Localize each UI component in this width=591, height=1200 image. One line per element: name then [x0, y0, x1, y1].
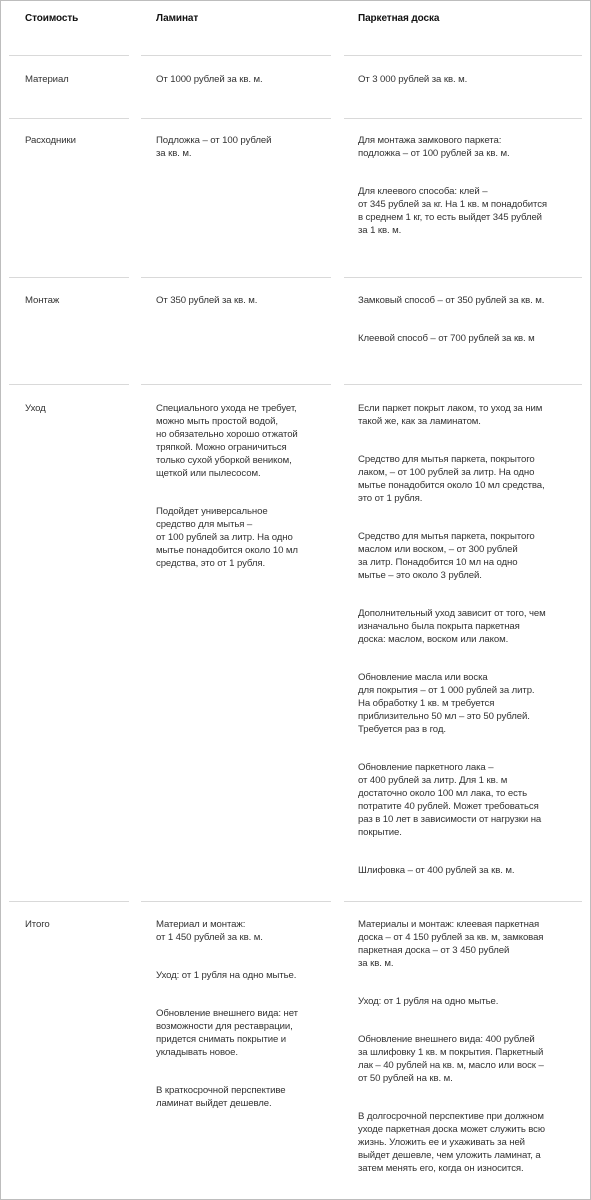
paragraph — [156, 1007, 298, 1059]
text-line: такой же, как за ламинатом. — [358, 416, 481, 427]
text-line: От 1000 рублей за кв. м. — [156, 74, 263, 85]
row-divider — [141, 384, 331, 385]
paragraph — [156, 294, 257, 307]
paragraph — [358, 73, 467, 86]
text-line: покрытие. — [358, 827, 402, 838]
cell-care-parquet — [358, 402, 546, 877]
text-line: Обновление внешнего вида: 400 рублей — [358, 1034, 535, 1045]
row-divider — [344, 901, 582, 902]
row-label-total: Итого — [25, 919, 50, 930]
text-line: тряпкой. Можно ограничиться — [156, 442, 287, 453]
text-line: На обработку 1 кв. м требуется — [358, 698, 495, 709]
text-line: маслом или воском, – от 300 рублей — [358, 544, 518, 555]
text-line: от 100 рублей за литр. На одно — [156, 532, 293, 543]
text-line: от 50 рублей на кв. м. — [358, 1073, 453, 1084]
text-line: Уход: от 1 рубля на одно мытье. — [156, 970, 297, 981]
text-line: Обновление паркетного лака – — [358, 762, 494, 773]
text-line: мытье понадобится около 10 мл средства, — [358, 480, 545, 491]
text-line: это от 1 рубля. — [358, 493, 423, 504]
text-line: лаком, – от 100 рублей за литр. На одно — [358, 467, 535, 478]
row-divider — [9, 55, 129, 56]
cell-consumables-laminate — [156, 134, 271, 160]
text-line: Замковый способ – от 350 рублей за кв. м. — [358, 295, 545, 306]
text-line: потратите 40 рублей. Может требоваться — [358, 801, 539, 812]
cell-total-laminate — [156, 918, 298, 1110]
text-line: за шлифовку 1 кв. м покрытия. Паркетный — [358, 1047, 544, 1058]
text-line: Обновление внешнего вида: нет — [156, 1008, 298, 1019]
text-line: подложка – от 100 рублей за кв. м. — [358, 148, 510, 159]
text-line: Специального ухода не требует, — [156, 403, 297, 414]
row-label-care: Уход — [25, 403, 46, 414]
paragraph — [358, 294, 544, 307]
text-line: Если паркет покрыт лаком, то уход за ним — [358, 403, 543, 414]
row-divider — [9, 277, 129, 278]
paragraph — [358, 185, 547, 237]
text-line: можно мыть простой водой, — [156, 416, 278, 427]
text-line: ламинат выйдет дешевле. — [156, 1098, 272, 1109]
text-line: Требуется раз в год. — [358, 724, 446, 735]
text-line: лак – 40 рублей на кв. м, масло или воск – — [358, 1060, 544, 1071]
row-divider — [344, 384, 582, 385]
header-parquet: Паркетная доска — [358, 13, 440, 24]
header-cost: Стоимость — [25, 13, 79, 24]
text-line: изначально была покрыта паркетная — [358, 621, 520, 632]
row-divider — [344, 55, 582, 56]
paragraph — [358, 918, 545, 970]
paragraph — [358, 530, 546, 582]
text-line: за 1 кв. м. — [358, 225, 402, 236]
text-line: доска: маслом, воском или лаком. — [358, 634, 509, 645]
text-line: Для монтажа замкового паркета: — [358, 135, 502, 146]
paragraph — [358, 134, 547, 160]
text-line: Шлифовка – от 400 рублей за кв. м. — [358, 865, 515, 876]
header-laminate: Ламинат — [156, 13, 199, 24]
text-line: укладывать новое. — [156, 1047, 238, 1058]
text-line: только сухой уборкой веником, — [156, 455, 292, 466]
text-line: для покрытия – от 1 000 рублей за литр. — [358, 685, 535, 696]
text-line: за кв. м. — [358, 958, 394, 969]
row-divider — [141, 118, 331, 119]
text-line: Средство для мытья паркета, покрытого — [358, 454, 535, 465]
row-label-material: Материал — [25, 74, 69, 85]
text-line: возможности для реставрации, — [156, 1021, 293, 1032]
paragraph — [358, 864, 546, 877]
row-divider — [9, 118, 129, 119]
paragraph — [156, 969, 298, 982]
cell-material-laminate — [156, 73, 263, 86]
cell-installation-laminate — [156, 294, 257, 307]
cell-installation-parquet — [358, 294, 544, 345]
paragraph — [358, 607, 546, 646]
text-line: от 400 рублей за литр. Для 1 кв. м — [358, 775, 508, 786]
text-line: Материал и монтаж: — [156, 919, 246, 930]
paragraph — [358, 671, 546, 736]
text-line: Обновление масла или воска — [358, 672, 488, 683]
text-line: приблизительно 50 мл – это 50 рублей. — [358, 711, 530, 722]
cell-total-parquet — [358, 918, 545, 1175]
text-line: от 345 рублей за кг. На 1 кв. м понадобится — [358, 199, 548, 210]
paragraph — [358, 761, 546, 839]
paragraph — [156, 134, 271, 160]
text-line: затем менять его, когда он износится. — [358, 1163, 524, 1174]
text-line: паркетная доска – от 3 450 рублей — [358, 945, 510, 956]
text-line: жизнь. Уложить ее и ухаживать за ней — [358, 1137, 525, 1148]
paragraph — [156, 73, 263, 86]
text-line: В долгосрочной перспективе при должном — [358, 1111, 544, 1122]
row-divider — [141, 901, 331, 902]
row-divider — [344, 277, 582, 278]
text-line: Материалы и монтаж: клеевая паркетная — [358, 919, 540, 930]
cell-consumables-parquet — [358, 134, 547, 237]
row-divider — [141, 277, 331, 278]
paragraph — [358, 453, 546, 505]
row-divider — [9, 901, 129, 902]
text-line: От 3 000 рублей за кв. м. — [358, 74, 468, 85]
row-divider — [9, 384, 129, 385]
text-line: Средство для мытья паркета, покрытого — [358, 531, 535, 542]
text-line: доска – от 4 150 рублей за кв. м, замковая — [358, 932, 544, 943]
text-line: средства, это от 1 рубля. — [156, 558, 266, 569]
cell-care-laminate — [156, 402, 298, 570]
text-line: мытье понадобится около 10 мл — [156, 545, 298, 556]
paragraph — [358, 332, 544, 345]
text-line: Уход: от 1 рубля на одно мытье. — [358, 996, 499, 1007]
row-label-installation: Монтаж — [25, 295, 60, 306]
row-divider — [141, 55, 331, 56]
text-line: достаточно около 100 мл лака, то есть — [358, 788, 527, 799]
text-line: средство для мытья – — [156, 519, 253, 530]
text-line: за литр. Понадобится 10 мл на одно — [358, 557, 518, 568]
text-line: от 1 450 рублей за кв. м. — [156, 932, 263, 943]
row-divider — [344, 118, 582, 119]
paragraph — [358, 402, 546, 428]
text-line: но обязательно хорошо отжатой — [156, 429, 298, 440]
paragraph — [358, 1110, 545, 1175]
paragraph — [358, 995, 545, 1008]
cell-material-parquet — [358, 73, 467, 86]
paragraph — [358, 1033, 545, 1085]
row-label-consumables: Расходники — [25, 135, 76, 146]
text-line: мытье – это около 3 рублей. — [358, 570, 482, 581]
text-line: в среднем 1 кг, то есть выйдет 345 рублей — [358, 212, 542, 223]
text-line: Подложка – от 100 рублей — [156, 135, 272, 146]
text-line: В краткосрочной перспективе — [156, 1085, 286, 1096]
text-line: От 350 рублей за кв. м. — [156, 295, 258, 306]
text-line: уходе паркетная доска может служить всю — [358, 1124, 545, 1135]
text-line: выйдет дешевле, чем уложить ламинат, а — [358, 1150, 541, 1161]
text-line: щеткой или пылесосом. — [156, 468, 261, 479]
paragraph — [156, 402, 298, 480]
paragraph — [156, 918, 298, 944]
text-line: Клеевой способ – от 700 рублей за кв. м — [358, 333, 535, 344]
text-line: Для клеевого способа: клей – — [358, 186, 488, 197]
text-line: за кв. м. — [156, 148, 192, 159]
text-line: Подойдет универсальное — [156, 506, 268, 517]
text-line: раз в 10 лет в зависимости от нагрузки на — [358, 814, 542, 825]
text-line: придется снимать покрытие и — [156, 1034, 287, 1045]
text-line: Дополнительный уход зависит от того, чем — [358, 608, 546, 619]
paragraph — [156, 1084, 298, 1110]
paragraph — [156, 505, 298, 570]
